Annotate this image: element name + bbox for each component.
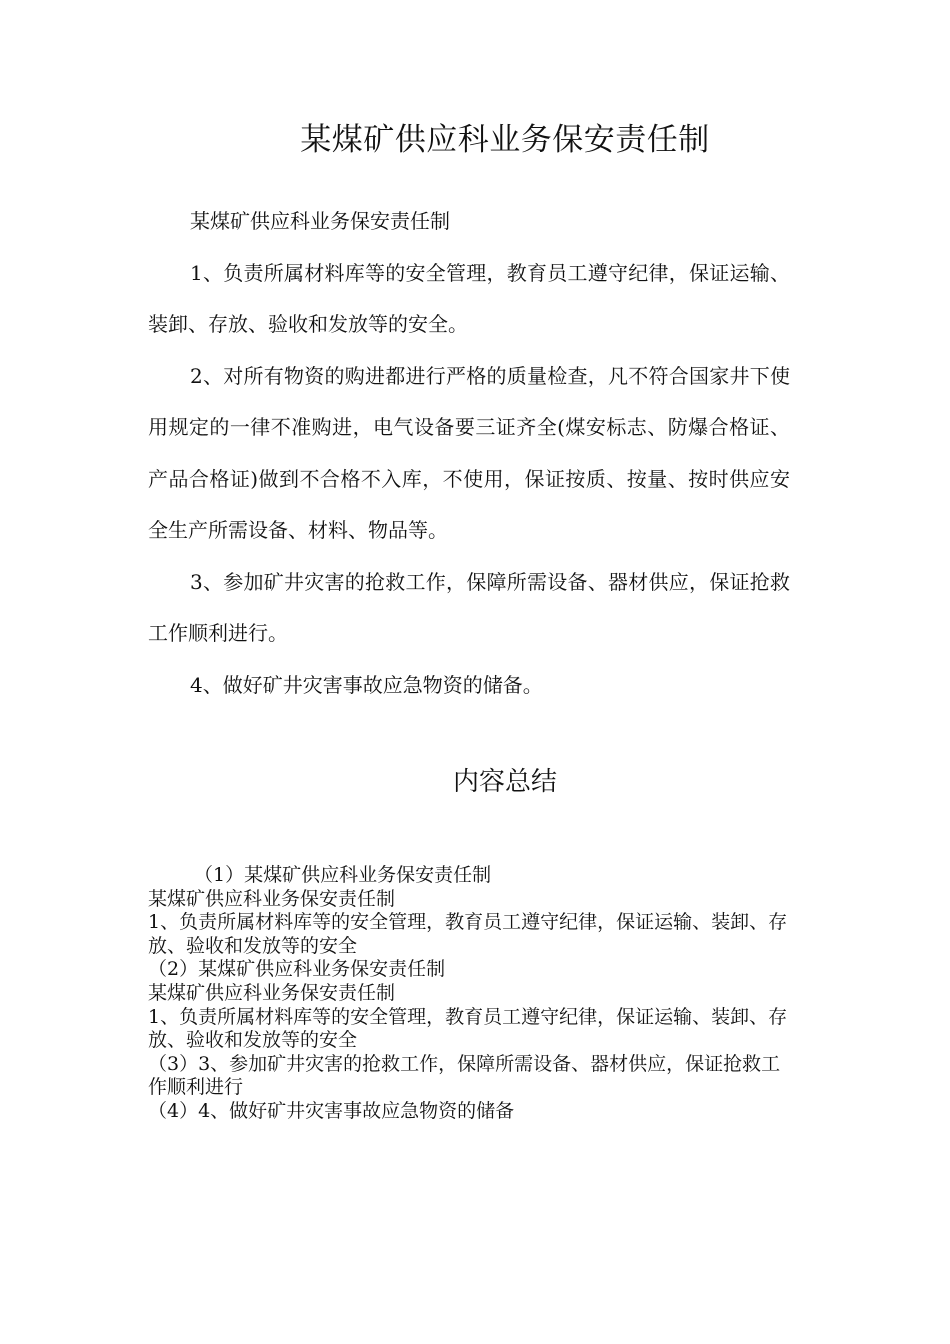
paragraph-2: 2、对所有物资的购进都进行严格的质量检查，凡不符合国家井下使用规定的一律不准购进，电气设备要三证齐全(煤安标志、防爆合格证、产品合格证)做到不合格不入库，不使用，保证按质、按量、按时供应安全生产所需设备、材料、物品等。 xyxy=(148,363,790,542)
document-subtitle: 某煤矿供应科业务保安责任制 xyxy=(190,209,450,233)
summary-line-5: 某煤矿供应科业务保安责任制 xyxy=(148,981,396,1004)
document-body xyxy=(148,196,790,711)
summary-body xyxy=(148,864,798,1124)
summary-line-3: 1、负责所属材料库等的安全管理，教育员工遵守纪律，保证运输、装卸、存放、验收和发放等的安全 xyxy=(148,911,788,957)
paragraph-3: 3、参加矿井灾害的抢救工作，保障所需设备、器材供应，保证抢救工作顺利进行。 xyxy=(148,569,790,645)
paragraph-4: 4、做好矿井灾害事故应急物资的储备。 xyxy=(190,672,543,697)
summary-line-2: 某煤矿供应科业务保安责任制 xyxy=(148,887,396,910)
summary-line-7: （3）3、参加矿井灾害的抢救工作，保障所需设备、器材供应，保证抢救工作顺利进行 xyxy=(148,1052,781,1099)
summary-line-4: （2）某煤矿供应科业务保安责任制 xyxy=(148,958,446,981)
paragraph-1: 1、负责所属材料库等的安全管理，教育员工遵守纪律，保证运输、装卸、存放、验收和发放等的安全。 xyxy=(148,260,790,336)
summary-line-6: 1、负责所属材料库等的安全管理，教育员工遵守纪律，保证运输、装卸、存放、验收和发放等的安全 xyxy=(148,1005,788,1052)
summary-line-8: （4）4、做好矿井灾害事故应急物资的储备 xyxy=(148,1099,515,1122)
summary-line-1: （1）某煤矿供应科业务保安责任制 xyxy=(194,864,492,886)
summary-title: 内容总结 xyxy=(452,767,557,797)
document-title: 某煤矿供应科业务保安责任制 xyxy=(300,122,710,158)
